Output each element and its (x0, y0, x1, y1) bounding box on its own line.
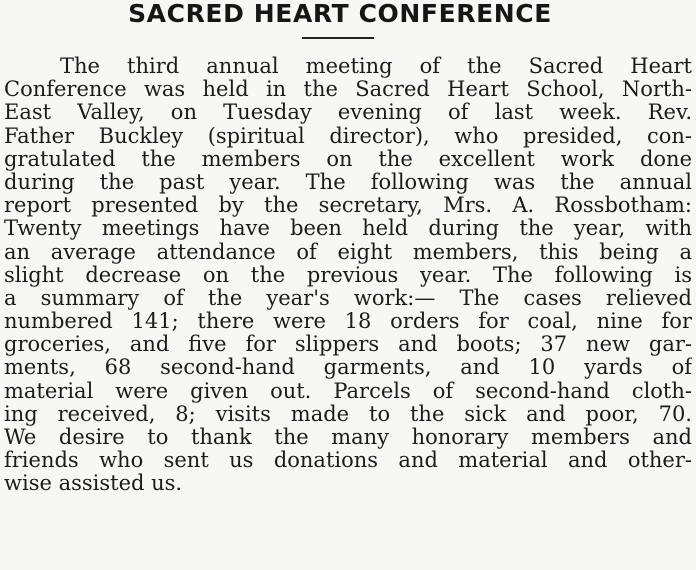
article-line: a summary of the year's work:— The cases relieved (4, 286, 692, 310)
headline-divider (302, 37, 374, 39)
article-line: ments, 68 second-hand garments, and 10 yards of (4, 356, 692, 380)
article-line: groceries, and five for slippers and boots; 37 new gar- (4, 333, 692, 357)
article-line: Twenty meetings have been held during the year, with (4, 217, 692, 241)
article-line: Father Buckley (spiritual director), who presided, con- (4, 124, 692, 148)
article-line: The third annual meeting of the Sacred Heart (60, 55, 692, 78)
article-line: ing received, 8; visits made to the sick and poor, 70. (4, 402, 692, 426)
article-body (4, 55, 692, 496)
article-line: East Valley, on Tuesday evening of last week. Rev. (4, 101, 692, 125)
article-line: We desire to thank the many honorary members and (4, 426, 692, 449)
article-line: an average attendance of eight members, this being a (4, 240, 692, 264)
article-line: material were given out. Parcels of second-hand cloth- (4, 379, 692, 403)
article-line: friends who sent us donations and material and other- (4, 449, 692, 473)
article-line: numbered 141; there were 18 orders for coal, nine for (4, 310, 692, 334)
article-line: gratulated the members on the excellent work done (4, 147, 692, 171)
article-line: slight decrease on the previous year. The following is (4, 263, 692, 287)
article-line: during the past year. The following was the annual (4, 170, 692, 194)
article-line: Conference was held in the Sacred Heart School, North- (4, 78, 692, 102)
article-line: report presented by the secretary, Mrs. A. Rossbotham: (4, 194, 692, 218)
article-line: wise assisted us. (4, 472, 183, 496)
article-headline: SACRED HEART CONFERENCE (128, 0, 552, 28)
